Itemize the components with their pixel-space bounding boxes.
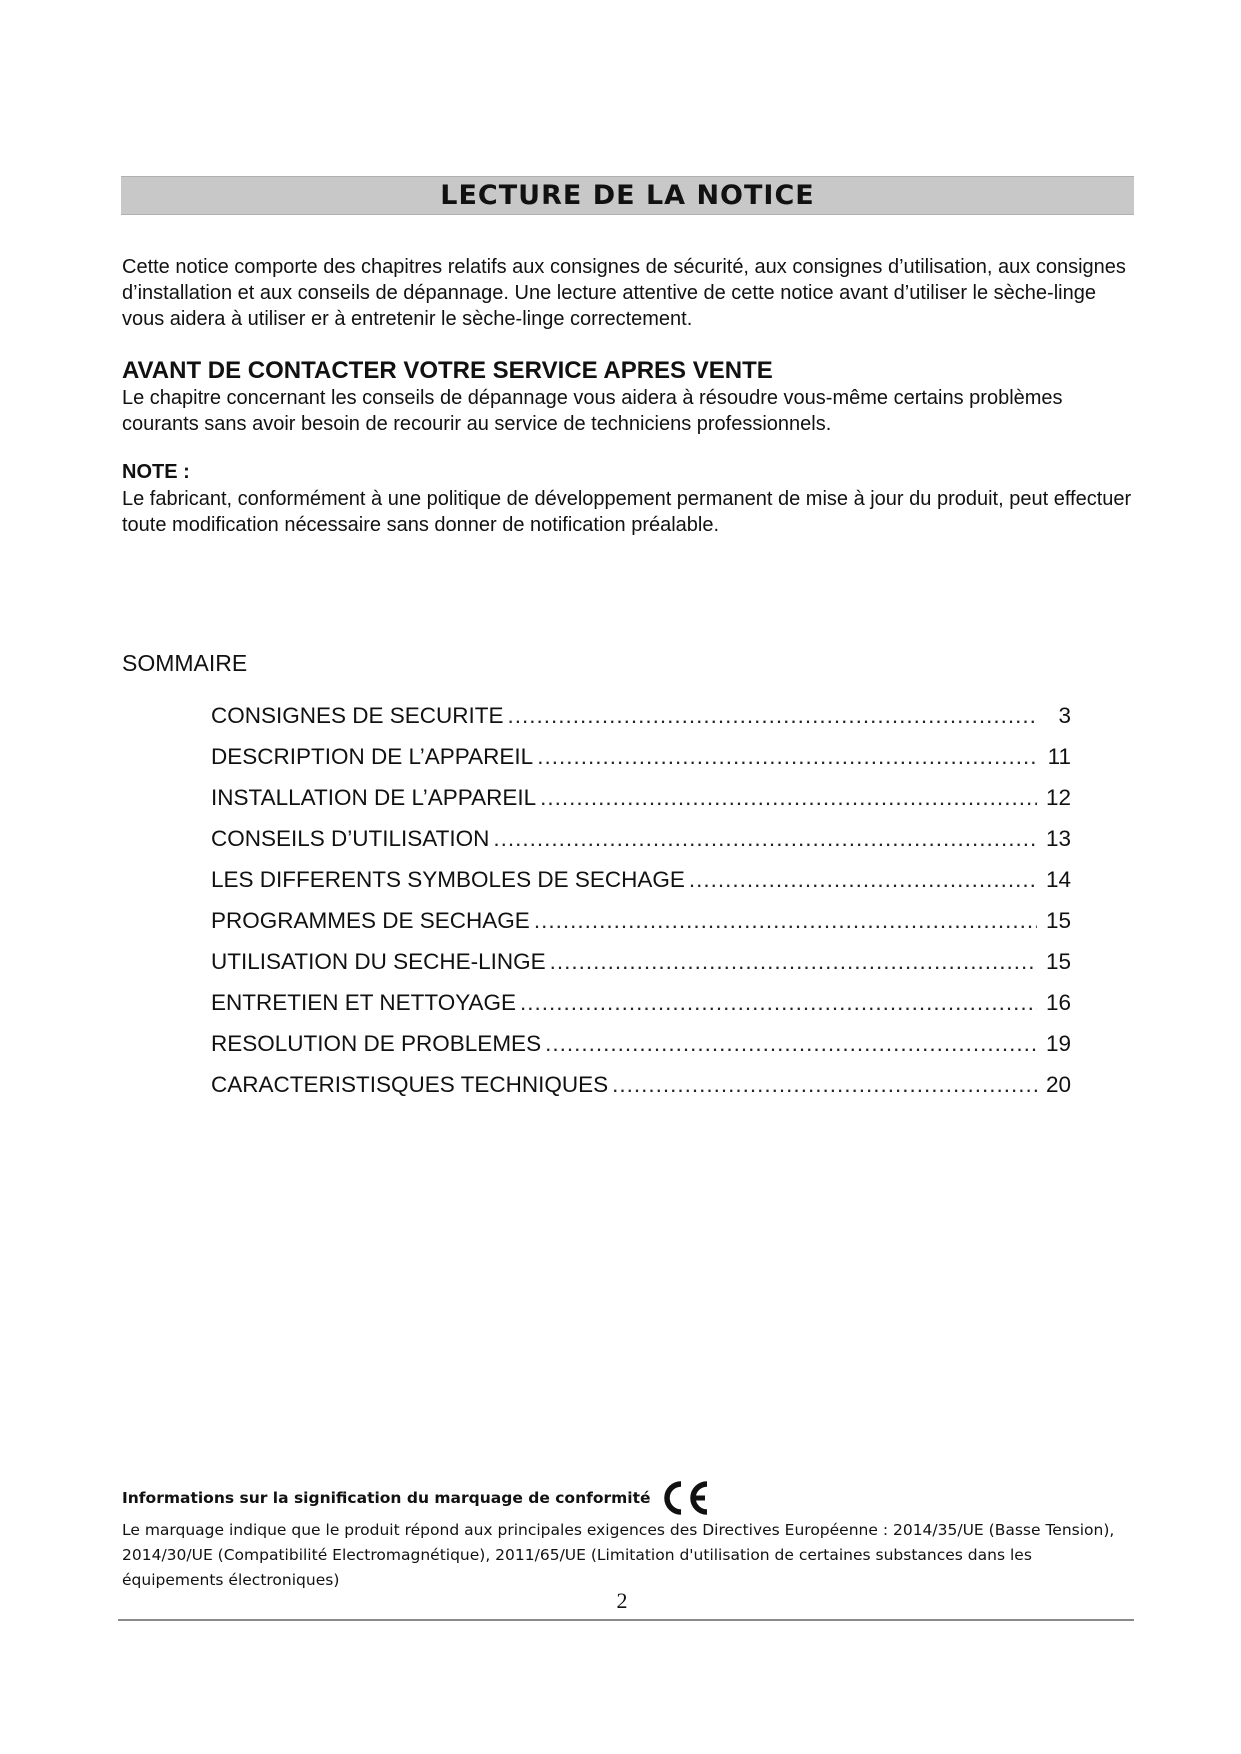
toc-item-label: CONSIGNES DE SECURITE	[211, 703, 504, 728]
toc-item-page: 16	[1045, 990, 1071, 1015]
title-banner	[121, 176, 1134, 215]
toc-item	[211, 908, 1071, 949]
note-title: NOTE :	[122, 461, 190, 483]
toc-item-label: INSTALLATION DE L’APPAREIL	[211, 785, 537, 810]
toc-item-page: 15	[1045, 908, 1071, 933]
toc-item	[211, 703, 1071, 744]
toc-item-label: PROGRAMMES DE SECHAGE	[211, 908, 530, 933]
toc-item-label: ENTRETIEN ET NETTOYAGE	[211, 990, 517, 1015]
toc-item-page: 20	[1045, 1072, 1071, 1097]
toc-item	[211, 990, 1071, 1031]
toc-item-page: 13	[1045, 826, 1071, 851]
toc-item	[211, 1031, 1071, 1072]
toc-leader-dots	[508, 703, 1037, 729]
toc-leader-dots	[520, 990, 1037, 1016]
toc-item-label: CONSEILS D’UTILISATION	[211, 826, 490, 851]
toc-leader-dots	[689, 867, 1037, 893]
service-paragraph: Le chapitre concernant les conseils de dépannage vous aidera à résoudre vous-même certains problèmes courants sans avoir besoin de recourir au service de techniciens professionnels.	[122, 387, 1063, 435]
toc-leader-dots	[537, 744, 1037, 770]
toc-leader-dots	[534, 908, 1037, 934]
ce-mark-icon	[657, 1478, 713, 1518]
toc-leader-dots	[545, 1031, 1037, 1057]
toc-item	[211, 867, 1071, 908]
footer-divider	[118, 1619, 1134, 1621]
toc-item-label: DESCRIPTION DE L’APPAREIL	[211, 744, 534, 769]
toc-item	[211, 826, 1071, 867]
intro-paragraph: Cette notice comporte des chapitres relatifs aux consignes de sécurité, aux consignes d’utilisation, aux consignes d’installation et aux conseils de dépannage. Une lecture attentive de cette notice avant d’utiliser le sèche-linge vous aidera à utiliser er à entretenir le sèche-linge correctement.	[122, 256, 1126, 330]
conformity-title-text: Informations sur la signification du marquage de conformité	[122, 1488, 651, 1507]
toc-item-page: 12	[1045, 785, 1071, 810]
conformity-text: Le marquage indique que le produit répond aux principales exigences des Directives Européenne : 2014/35/UE (Basse Tension), 2014/30/UE (Compatibilité Electromagnétique), 2011/65/UE (Limitation d'utilisation de certaines substances dans les équipements électroniques)	[122, 1521, 1115, 1589]
toc-item	[211, 785, 1071, 826]
toc-item-page: 3	[1058, 703, 1071, 728]
toc-item-page: 11	[1047, 744, 1071, 769]
toc-item-page: 19	[1045, 1031, 1071, 1056]
toc-leader-dots	[612, 1072, 1037, 1098]
toc-item-label: CARACTERISTISQUES TECHNIQUES	[211, 1072, 609, 1097]
conformity-block	[122, 1478, 1137, 1593]
toc-item-label: RESOLUTION DE PROBLEMES	[211, 1031, 542, 1056]
toc-item-label: UTILISATION DU SECHE-LINGE	[211, 949, 546, 974]
toc-leader-dots	[540, 785, 1037, 811]
toc-leader-dots	[550, 949, 1037, 975]
toc-item	[211, 1072, 1071, 1113]
page-number: 2	[616, 1588, 628, 1613]
service-heading: AVANT DE CONTACTER VOTRE SERVICE APRES VENTE	[122, 357, 773, 384]
page-title: LECTURE DE LA NOTICE	[440, 180, 815, 211]
toc-item	[211, 744, 1071, 785]
table-of-contents	[211, 703, 1071, 1113]
toc-item-page: 15	[1045, 949, 1071, 974]
conformity-title	[122, 1478, 1137, 1518]
note-paragraph: Le fabricant, conformément à une politique de développement permanent de mise à jour du produit, peut effectuer toute modification nécessaire sans donner de notification préalable.	[122, 488, 1132, 536]
toc-leader-dots	[493, 826, 1037, 852]
sommaire-title: SOMMAIRE	[122, 650, 248, 676]
toc-item-label: LES DIFFERENTS SYMBOLES DE SECHAGE	[211, 867, 685, 892]
toc-item	[211, 949, 1071, 990]
toc-item-page: 14	[1045, 867, 1071, 892]
